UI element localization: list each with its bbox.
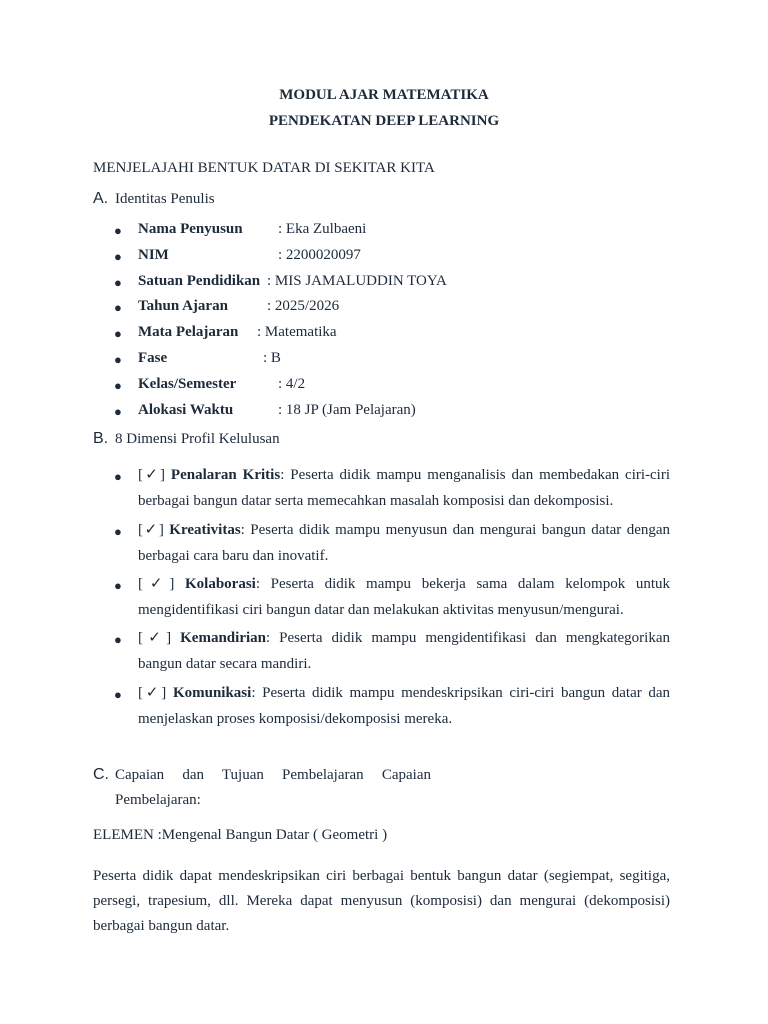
dimension-desc-line2: menjelaskan proses komposisi/dekomposisi mereka. xyxy=(138,711,453,727)
check-mark: [✓] xyxy=(138,685,167,701)
check-mark: [✓] xyxy=(138,576,175,592)
identity-value: : 2025/2026 xyxy=(267,298,340,314)
identity-value: : Matematika xyxy=(257,324,337,340)
dimension-desc-line2: bangun datar secara mandiri. xyxy=(138,656,312,672)
bullet-icon: ● xyxy=(114,687,122,702)
identity-label: Alokasi Waktu xyxy=(138,402,234,418)
section-a-title: Identitas Penulis xyxy=(115,191,215,207)
identity-label: NIM xyxy=(138,247,169,263)
section-c-title-line1: Capaian dan Tujuan Pembelajaran Capaian xyxy=(115,767,431,783)
identity-label: Mata Pelajaran xyxy=(138,324,239,340)
dimension-name: Kemandirian xyxy=(180,630,266,646)
section-c-letter: C. xyxy=(93,766,109,783)
check-mark: [✓] xyxy=(138,467,165,483)
dimension-desc-line2: berbagai cara baru dan inovatif. xyxy=(138,548,329,564)
bullet-icon: ● xyxy=(114,326,122,341)
identity-label: Nama Penyusun xyxy=(138,221,243,237)
dimension-desc-line1: : Peserta didik mampu menyusun dan mengurai bangun datar dengan xyxy=(240,522,671,538)
section-a-letter: A. xyxy=(93,190,109,207)
section-b-title: 8 Dimensi Profil Kelulusan xyxy=(115,431,280,447)
capaian-paragraph: Peserta didik dapat mendeskripsikan ciri berbagai bentuk bangun datar (segiempat, segitiga, persegi, trapesium, dll. Mereka dapat menyusun (komposisi) dan mengurai (dekomposisi) berbagai bangun datar. xyxy=(93,868,670,934)
identity-label: Tahun Ajaran xyxy=(138,298,228,314)
bullet-icon: ● xyxy=(114,578,122,593)
identity-value: : MIS JAMALUDDIN TOYA xyxy=(267,273,447,289)
identity-label: Satuan Pendidikan xyxy=(138,273,261,289)
doc-subtitle: MENJELAJAHI BENTUK DATAR DI SEKITAR KITA xyxy=(93,160,435,176)
dimension-desc-line2: mengidentifikasi ciri bangun datar dan melakukan aktivitas menyusun/mengurai. xyxy=(138,602,624,618)
check-mark: [✓] xyxy=(138,522,164,538)
bullet-icon: ● xyxy=(114,352,122,367)
section-c-title xyxy=(115,763,431,813)
identity-label: Kelas/Semester xyxy=(138,376,237,392)
identity-value: : 18 JP (Jam Pelajaran) xyxy=(278,402,416,418)
dimension-desc-line1: : Peserta didik mampu bekerja sama dalam kelompok untuk xyxy=(255,576,671,592)
dimension-name: Kolaborasi xyxy=(184,576,256,592)
check-mark: [✓] xyxy=(138,630,172,646)
bullet-icon: ● xyxy=(114,223,122,238)
dimension-desc-line1: : Peserta didik mampu menganalisis dan membedakan ciri-ciri xyxy=(280,467,671,483)
dimension-name: Penalaran Kritis xyxy=(170,467,281,483)
identity-value: : 2200020097 xyxy=(278,247,361,263)
dimension-desc-line1: : Peserta didik mampu mengidentifikasi dan mengkategorikan xyxy=(265,630,671,646)
bullet-icon: ● xyxy=(114,632,122,647)
identity-label: Fase xyxy=(138,350,168,366)
section-b-letter: B. xyxy=(93,430,109,447)
dimension-desc-line2: berbagai bangun datar serta memecahkan masalah komposisi dan dekomposisi. xyxy=(138,493,614,509)
dimension-desc-line1: : Peserta didik mampu mendeskripsikan ciri-ciri bangun datar dan xyxy=(251,685,670,701)
bullet-icon: ● xyxy=(114,469,122,484)
bullet-icon: ● xyxy=(114,300,122,315)
identity-value: : 4/2 xyxy=(278,376,306,392)
bullet-icon: ● xyxy=(114,275,122,290)
elemen-heading: ELEMEN :Mengenal Bangun Datar ( Geometri ) xyxy=(93,827,388,843)
bullet-icon: ● xyxy=(114,404,122,419)
dimension-name: Komunikasi xyxy=(172,685,252,701)
bullet-icon: ● xyxy=(114,378,122,393)
bullet-icon: ● xyxy=(114,524,122,539)
doc-title-line-2: PENDEKATAN DEEP LEARNING xyxy=(268,113,500,129)
identity-value: : B xyxy=(263,350,281,366)
section-c-title-line2: Pembelajaran: xyxy=(115,792,201,808)
dimension-name: Kreativitas xyxy=(169,522,241,538)
bullet-icon: ● xyxy=(114,249,122,264)
identity-value: : Eka Zulbaeni xyxy=(278,221,367,237)
doc-title-line-1: MODUL AJAR MATEMATIKA xyxy=(279,87,489,103)
